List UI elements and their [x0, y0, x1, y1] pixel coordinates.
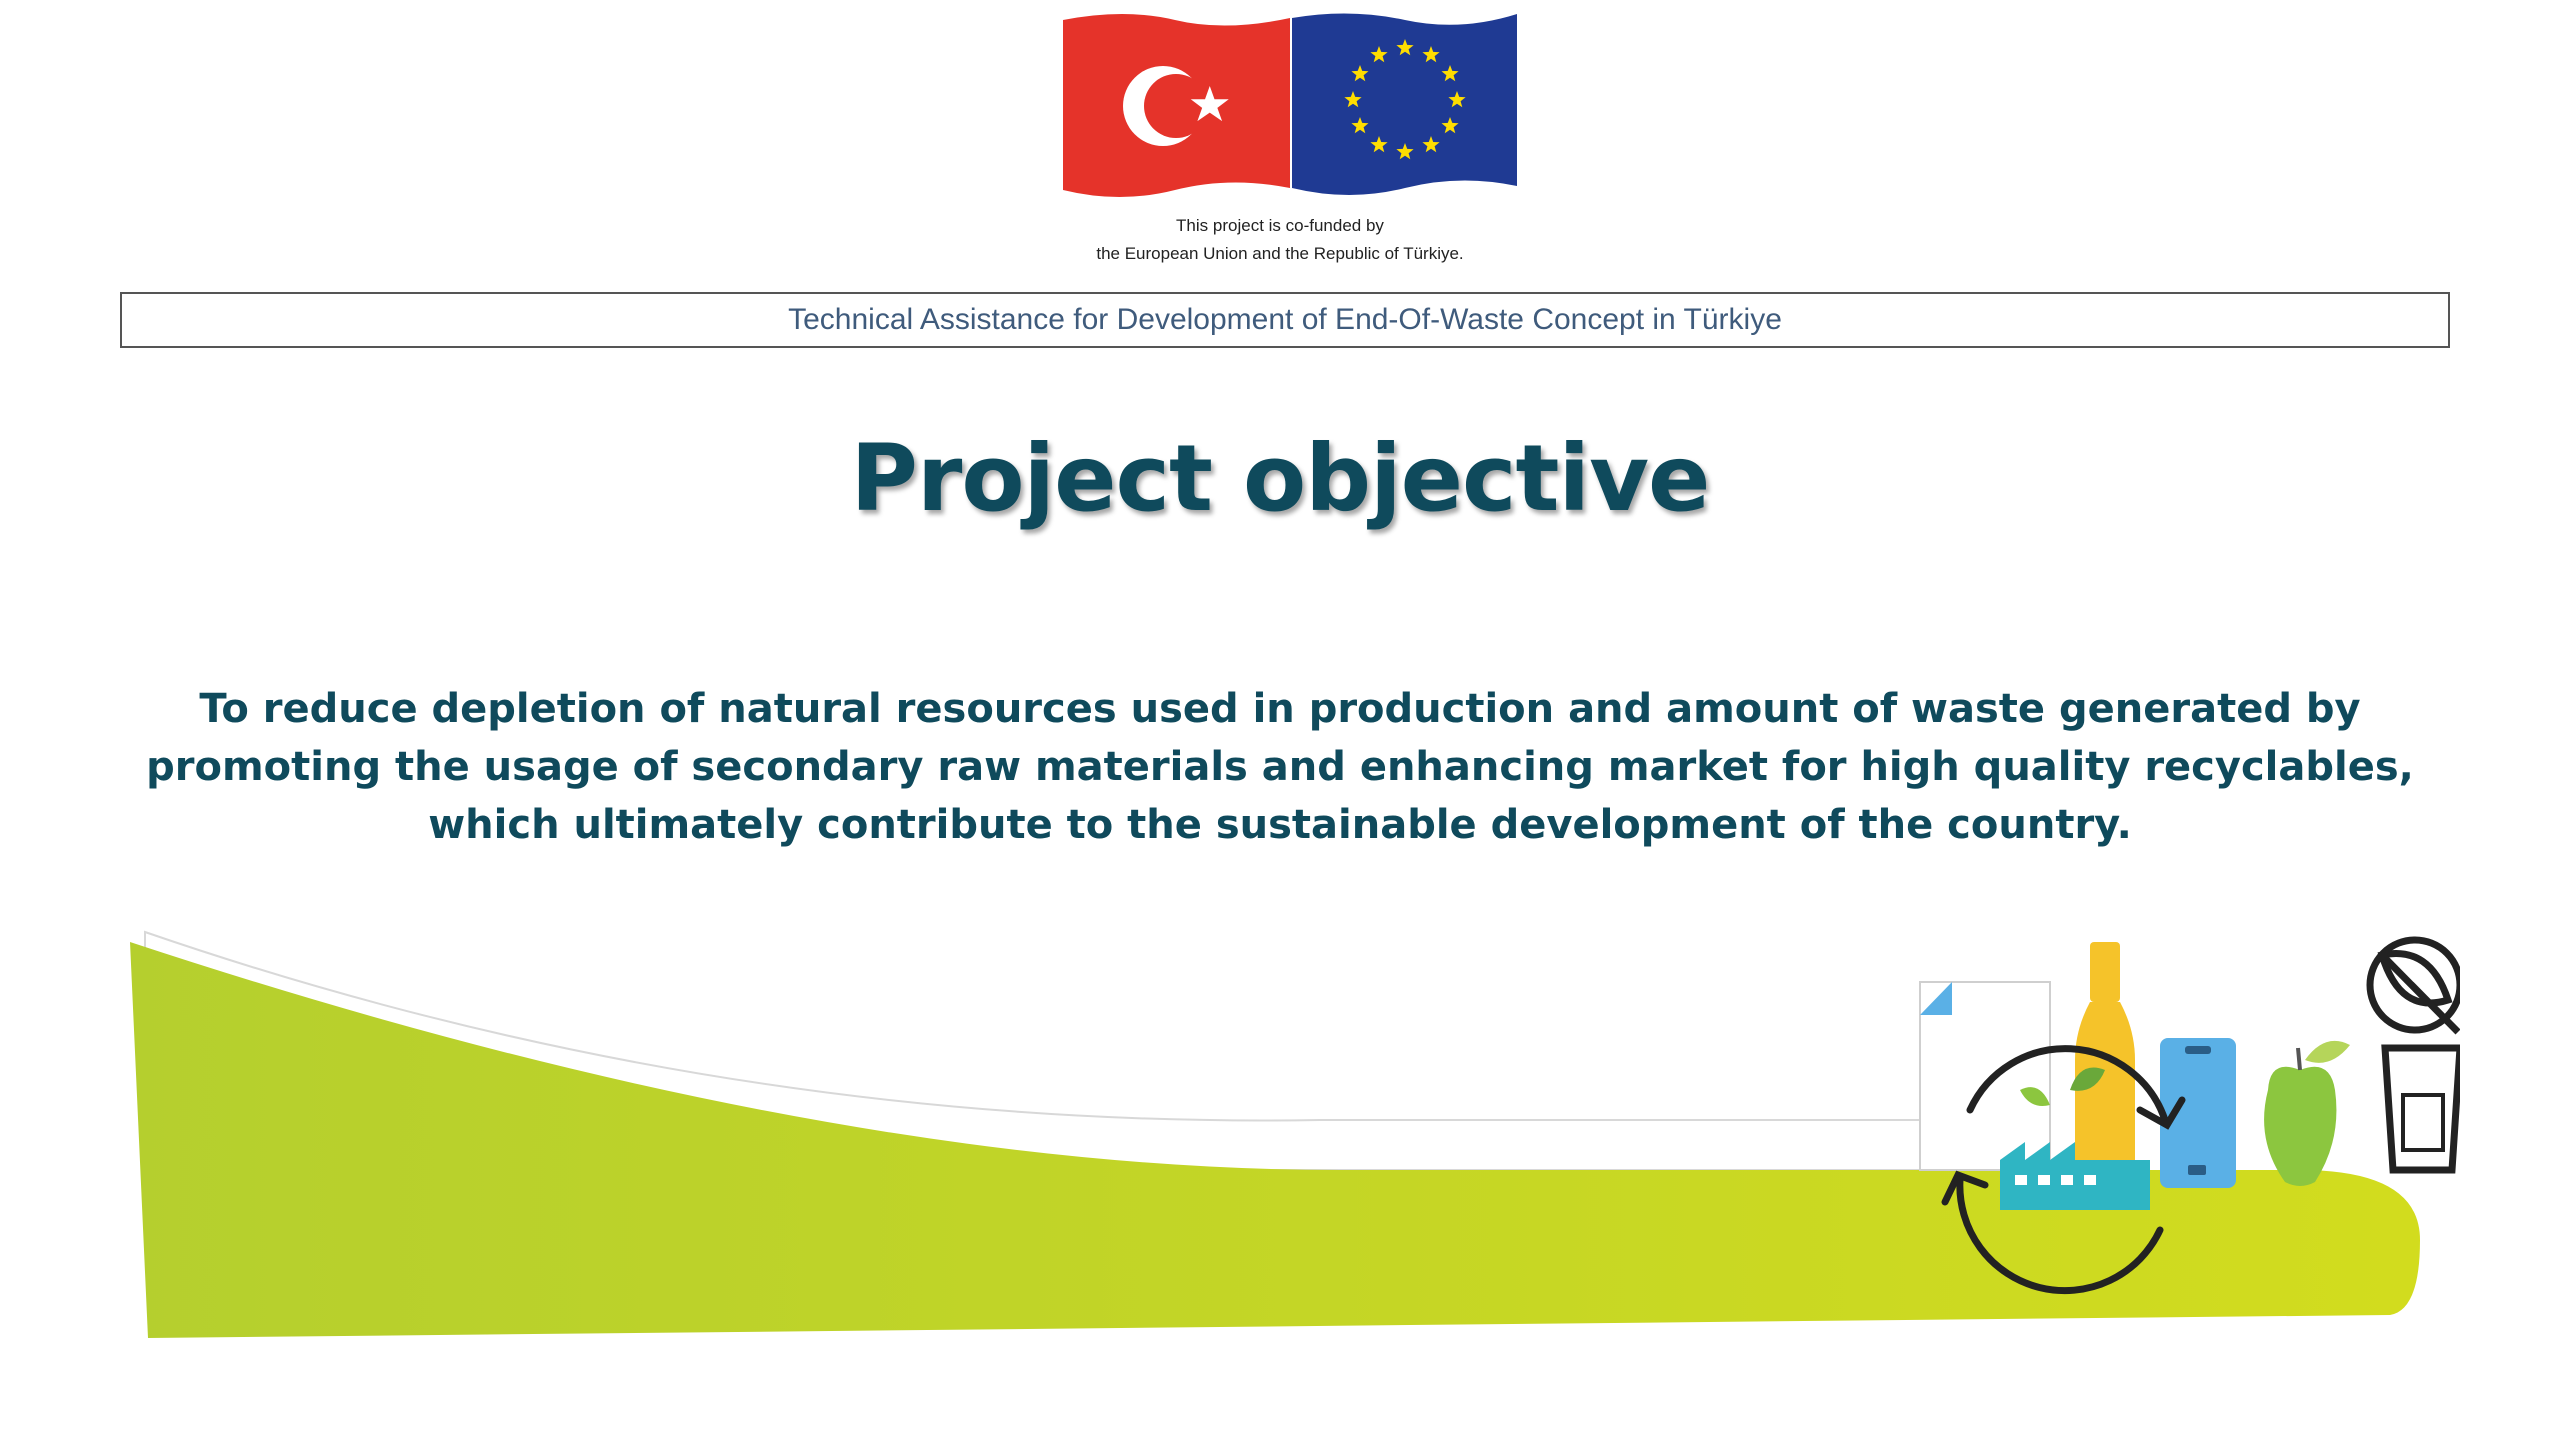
cofunding-statement [0, 212, 2560, 268]
objective-line-2: promoting the usage of secondary raw materials and enhancing market for high quality recyclables, [146, 744, 2414, 790]
circular-economy-illustration [120, 920, 2460, 1350]
objective-text [100, 680, 2460, 854]
objective-line-1: To reduce depletion of natural resources used in production and amount of waste generated by [199, 686, 2361, 732]
page-title: Project objective [850, 425, 1710, 532]
glass-icon [2385, 1048, 2460, 1170]
apple-icon [2264, 1041, 2350, 1186]
cofund-line-1: This project is co-funded by [1176, 216, 1384, 235]
cofunding-flags-logo [1055, 8, 1525, 198]
project-banner: Technical Assistance for Development of End-Of-Waste Concept in Türkiye [120, 292, 2450, 348]
cofund-line-2: the European Union and the Republic of Türkiye. [1096, 244, 1464, 263]
turkey-flag-icon [1063, 14, 1290, 197]
objective-line-3: which ultimately contribute to the sustainable development of the country. [428, 802, 2132, 848]
leaf-icon [2370, 940, 2460, 1032]
document-icon [1920, 982, 2050, 1170]
eu-flag-icon [1292, 13, 1517, 195]
